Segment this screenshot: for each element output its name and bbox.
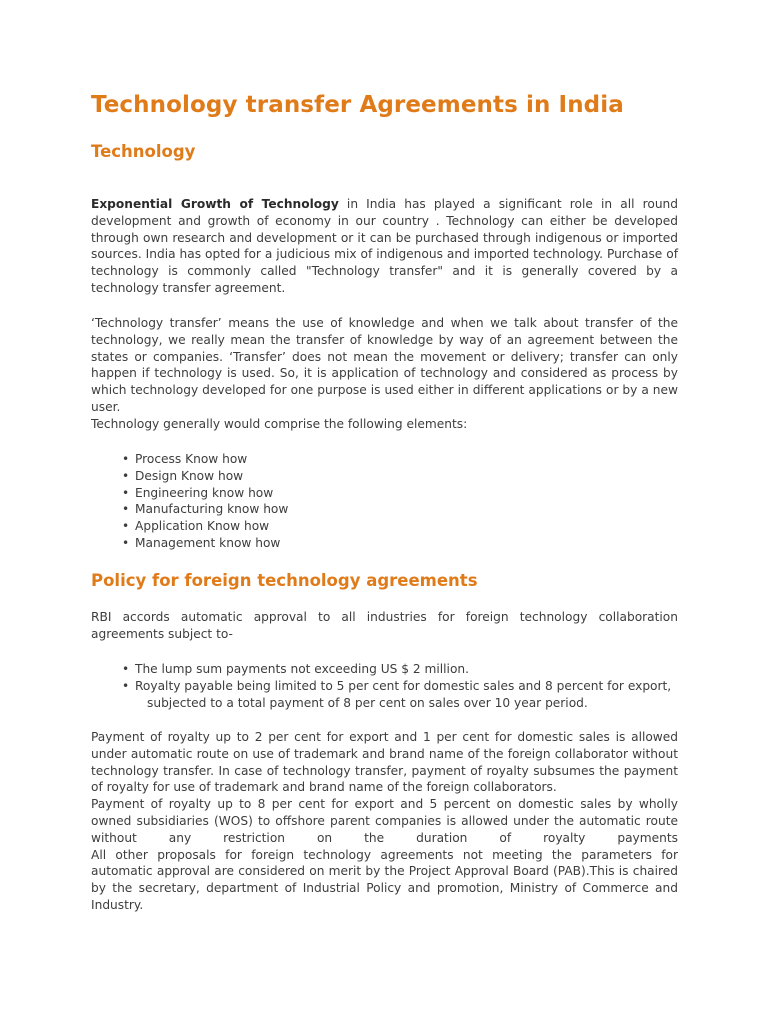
other-proposals-text: All other proposals for foreign technology agreements not meeting the parameters for automatic approval are considered on merit by the Project Approval Board (PAB).This is chaired by the secretary, department of Industrial Policy and promotion, Ministry of Commerce and Industry. bbox=[91, 847, 678, 912]
list-item bbox=[91, 451, 678, 468]
list-item bbox=[91, 501, 678, 518]
section-heading-technology: Technology bbox=[91, 142, 196, 161]
bullet-icon: • bbox=[122, 662, 130, 676]
list-item-text: Application Know how bbox=[135, 519, 270, 534]
list-item-text: Manufacturing know how bbox=[135, 502, 289, 517]
list-item bbox=[91, 535, 678, 552]
list-item-text: Engineering know how bbox=[135, 485, 274, 500]
list-item-text: The lump sum payments not exceeding US $ 2 million. bbox=[135, 662, 469, 676]
royalty-paragraph bbox=[91, 729, 678, 914]
elements-intro-text: Technology generally would comprise the following elements: bbox=[91, 416, 468, 431]
list-item-text: Design Know how bbox=[135, 468, 244, 483]
intro-paragraph bbox=[91, 196, 678, 297]
intro-paragraph-text: in India has played a significant role in all round development and growth of economy in our country . Technology can either be developed through own research and development or it can be purchased through indigenous or imported sources. India has opted for a judicious mix of indigenous and imported technology. Purchase of technology is commonly called "Technology transfer" and it is generally covered by a technology transfer agreement. bbox=[91, 197, 678, 295]
list-item-text: Process Know how bbox=[135, 452, 248, 466]
bullet-icon: • bbox=[122, 502, 130, 517]
royalty-paragraph-text-1: Payment of royalty up to 2 per cent for export and 1 per cent for domestic sales is allowed under automatic route on use of trademark and brand name of the foreign collaborator without technology transfer. In case of technology transfer, payment of royalty subsumes the payment of royalty for use of trademark and brand name of the foreign collaborators. bbox=[91, 730, 678, 795]
bullet-icon: • bbox=[122, 678, 130, 693]
list-item bbox=[91, 518, 678, 535]
approval-conditions-list bbox=[91, 661, 678, 711]
list-item-text: Royalty payable being limited to 5 per cent for domestic sales and 8 percent for export, bbox=[135, 678, 672, 693]
royalty-paragraph-text-2: Payment of royalty up to 8 per cent for export and 5 percent on domestic sales by wholly owned subsidiaries (WOS) to offshore parent companies is allowed under the automatic route without any restriction on the duration of royalty payments bbox=[91, 797, 678, 845]
bullet-icon: • bbox=[122, 485, 130, 500]
bullet-icon: • bbox=[122, 535, 130, 550]
list-item bbox=[91, 661, 678, 678]
list-item bbox=[91, 678, 678, 712]
page-title: Technology transfer Agreements in India bbox=[91, 92, 624, 118]
list-item bbox=[91, 468, 678, 485]
technology-elements-list bbox=[91, 451, 678, 552]
bullet-icon: • bbox=[122, 452, 130, 466]
bullet-icon: • bbox=[122, 519, 130, 534]
definition-paragraph-text: ‘Technology transfer’ means the use of knowledge and when we talk about transfer of the technology, we really mean the transfer of knowledge by way of an agreement between the states or companies. ‘Transfer’ does not mean the movement or delivery; transfer can only happen if technology is used. So, it is application of technology and considered as process by which technology developed for one purpose is used either in different applications or by a new user. bbox=[91, 316, 678, 414]
list-item-text: Management know how bbox=[135, 535, 281, 550]
list-item-continuation: subjected to a total payment of 8 per cent on sales over 10 year period. bbox=[147, 695, 588, 710]
bullet-icon: • bbox=[122, 468, 130, 483]
rbi-approval-paragraph: RBI accords automatic approval to all industries for foreign technology collaboration agreements subject to- bbox=[91, 610, 678, 641]
intro-bold-phrase: Exponential Growth of Technology bbox=[91, 197, 339, 211]
list-item bbox=[91, 485, 678, 502]
section-heading-policy: Policy for foreign technology agreements bbox=[91, 571, 478, 590]
definition-paragraph bbox=[91, 315, 678, 433]
